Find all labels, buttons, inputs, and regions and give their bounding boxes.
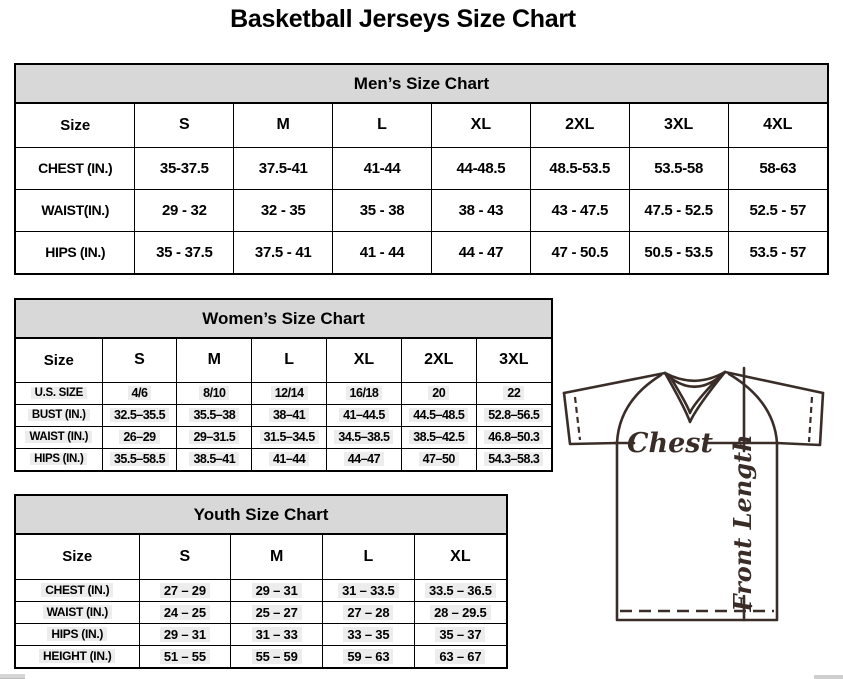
row-label: WAIST(IN.)	[16, 189, 135, 231]
size-cell: 55 – 59	[231, 645, 323, 667]
left-sleeve	[564, 393, 617, 444]
row-label: WAIST (IN.)	[16, 426, 102, 448]
table-row	[16, 579, 506, 601]
size-cell: 47.5 - 52.5	[629, 189, 728, 231]
size-cell: 33 – 35	[323, 623, 415, 645]
right-armhole-seam	[729, 374, 777, 443]
left-cuff-dashed-line	[575, 397, 580, 440]
size-cell: 27 – 29	[139, 579, 231, 601]
size-cell: 47 - 50.5	[530, 231, 629, 273]
size-cell: 37.5 - 41	[234, 231, 333, 273]
womens-size-chart	[14, 298, 553, 472]
page-title: Basketball Jerseys Size Chart	[230, 5, 576, 33]
size-cell: 31.5–34.5	[252, 426, 327, 448]
chest-label: Chest	[627, 428, 713, 459]
column-header: L	[252, 339, 327, 382]
cropped-element-bottom-left	[0, 674, 25, 679]
table-row	[16, 189, 827, 231]
column-header: S	[135, 104, 234, 147]
size-cell: 29–31.5	[177, 426, 252, 448]
size-cell: 43 - 47.5	[530, 189, 629, 231]
size-cell: 32.5–35.5	[102, 404, 177, 426]
size-cell: 41–44	[252, 448, 327, 470]
column-header: M	[234, 104, 333, 147]
size-cell: 25 – 27	[231, 601, 323, 623]
table-row	[16, 601, 506, 623]
youth-table	[16, 535, 506, 667]
youth-size-chart	[14, 494, 508, 669]
size-cell: 27 – 28	[323, 601, 415, 623]
row-label: HIPS (IN.)	[16, 231, 135, 273]
size-cell: 24 – 25	[139, 601, 231, 623]
size-cell: 35 - 37.5	[135, 231, 234, 273]
womens-table	[16, 339, 551, 470]
column-header: 4XL	[728, 104, 827, 147]
column-header: L	[323, 535, 415, 579]
size-cell: 47–50	[401, 448, 476, 470]
size-cell: 34.5–38.5	[327, 426, 402, 448]
size-cell: 35 – 37	[414, 623, 506, 645]
mens-table	[16, 104, 827, 273]
size-header: Size	[16, 535, 139, 579]
size-cell: 38–41	[252, 404, 327, 426]
jersey-measurement-illustration	[557, 356, 833, 632]
size-cell: 16/18	[327, 382, 402, 404]
cropped-element-bottom-right	[814, 675, 843, 679]
size-cell: 38.5–42.5	[401, 426, 476, 448]
size-cell: 29 – 31	[231, 579, 323, 601]
row-label: CHEST (IN.)	[16, 147, 135, 189]
column-header: XL	[327, 339, 402, 382]
size-cell: 22	[476, 382, 551, 404]
size-cell: 58-63	[728, 147, 827, 189]
mens-chart-title: Men’s Size Chart	[16, 65, 827, 104]
size-cell: 52.5 - 57	[728, 189, 827, 231]
size-cell: 4/6	[102, 382, 177, 404]
column-header: 3XL	[476, 339, 551, 382]
size-cell: 35.5–38	[177, 404, 252, 426]
row-label: HIPS (IN.)	[16, 623, 139, 645]
row-label: HEIGHT (IN.)	[16, 645, 139, 667]
header-row	[16, 104, 827, 147]
size-cell: 20	[401, 382, 476, 404]
table-row	[16, 147, 827, 189]
size-cell: 41 - 44	[333, 231, 432, 273]
size-cell: 53.5-58	[629, 147, 728, 189]
size-cell: 26–29	[102, 426, 177, 448]
size-header: Size	[16, 104, 135, 147]
table-row	[16, 231, 827, 273]
size-cell: 35 - 38	[333, 189, 432, 231]
front-length-label: Front Length	[728, 434, 757, 612]
size-header: Size	[16, 339, 102, 382]
size-cell: 38.5–41	[177, 448, 252, 470]
column-header: M	[177, 339, 252, 382]
row-label: HIPS (IN.)	[16, 448, 102, 470]
column-header: 2XL	[530, 104, 629, 147]
right-sleeve	[777, 393, 823, 445]
row-label: BUST (IN.)	[16, 404, 102, 426]
size-cell: 44.5–48.5	[401, 404, 476, 426]
jersey-diagram	[557, 356, 833, 632]
column-header: XL	[431, 104, 530, 147]
size-cell: 44–47	[327, 448, 402, 470]
size-cell: 51 – 55	[139, 645, 231, 667]
row-label: U.S. SIZE	[16, 382, 102, 404]
size-cell: 52.8–56.5	[476, 404, 551, 426]
size-cell: 53.5 - 57	[728, 231, 827, 273]
column-header: L	[333, 104, 432, 147]
size-cell: 50.5 - 53.5	[629, 231, 728, 273]
size-cell: 41-44	[333, 147, 432, 189]
table-row	[16, 645, 506, 667]
size-cell: 33.5 – 36.5	[414, 579, 506, 601]
header-row	[16, 535, 506, 579]
column-header: M	[231, 535, 323, 579]
size-cell: 44 - 47	[431, 231, 530, 273]
column-header: S	[139, 535, 231, 579]
mens-size-chart	[14, 63, 829, 275]
size-cell: 29 - 32	[135, 189, 234, 231]
right-cuff-dashed-line	[809, 397, 812, 442]
size-cell: 44-48.5	[431, 147, 530, 189]
size-cell: 59 – 63	[323, 645, 415, 667]
table-row	[16, 426, 551, 448]
size-cell: 41–44.5	[327, 404, 402, 426]
size-cell: 54.3–58.3	[476, 448, 551, 470]
size-cell: 29 – 31	[139, 623, 231, 645]
size-cell: 48.5-53.5	[530, 147, 629, 189]
column-header: S	[102, 339, 177, 382]
table-row	[16, 382, 551, 404]
column-header: XL	[414, 535, 506, 579]
size-cell: 37.5-41	[234, 147, 333, 189]
size-cell: 31 – 33	[231, 623, 323, 645]
size-cell: 28 – 29.5	[414, 601, 506, 623]
size-cell: 35-37.5	[135, 147, 234, 189]
size-cell: 38 - 43	[431, 189, 530, 231]
column-header: 2XL	[401, 339, 476, 382]
table-row	[16, 448, 551, 470]
size-cell: 8/10	[177, 382, 252, 404]
row-label: WAIST (IN.)	[16, 601, 139, 623]
size-cell: 12/14	[252, 382, 327, 404]
table-row	[16, 404, 551, 426]
womens-chart-title: Women’s Size Chart	[16, 300, 551, 339]
header-row	[16, 339, 551, 382]
size-cell: 35.5–58.5	[102, 448, 177, 470]
size-cell: 32 - 35	[234, 189, 333, 231]
column-header: 3XL	[629, 104, 728, 147]
size-cell: 46.8–50.3	[476, 426, 551, 448]
youth-chart-title: Youth Size Chart	[16, 496, 506, 535]
size-cell: 31 – 33.5	[323, 579, 415, 601]
size-cell: 63 – 67	[414, 645, 506, 667]
table-row	[16, 623, 506, 645]
row-label: CHEST (IN.)	[16, 579, 139, 601]
